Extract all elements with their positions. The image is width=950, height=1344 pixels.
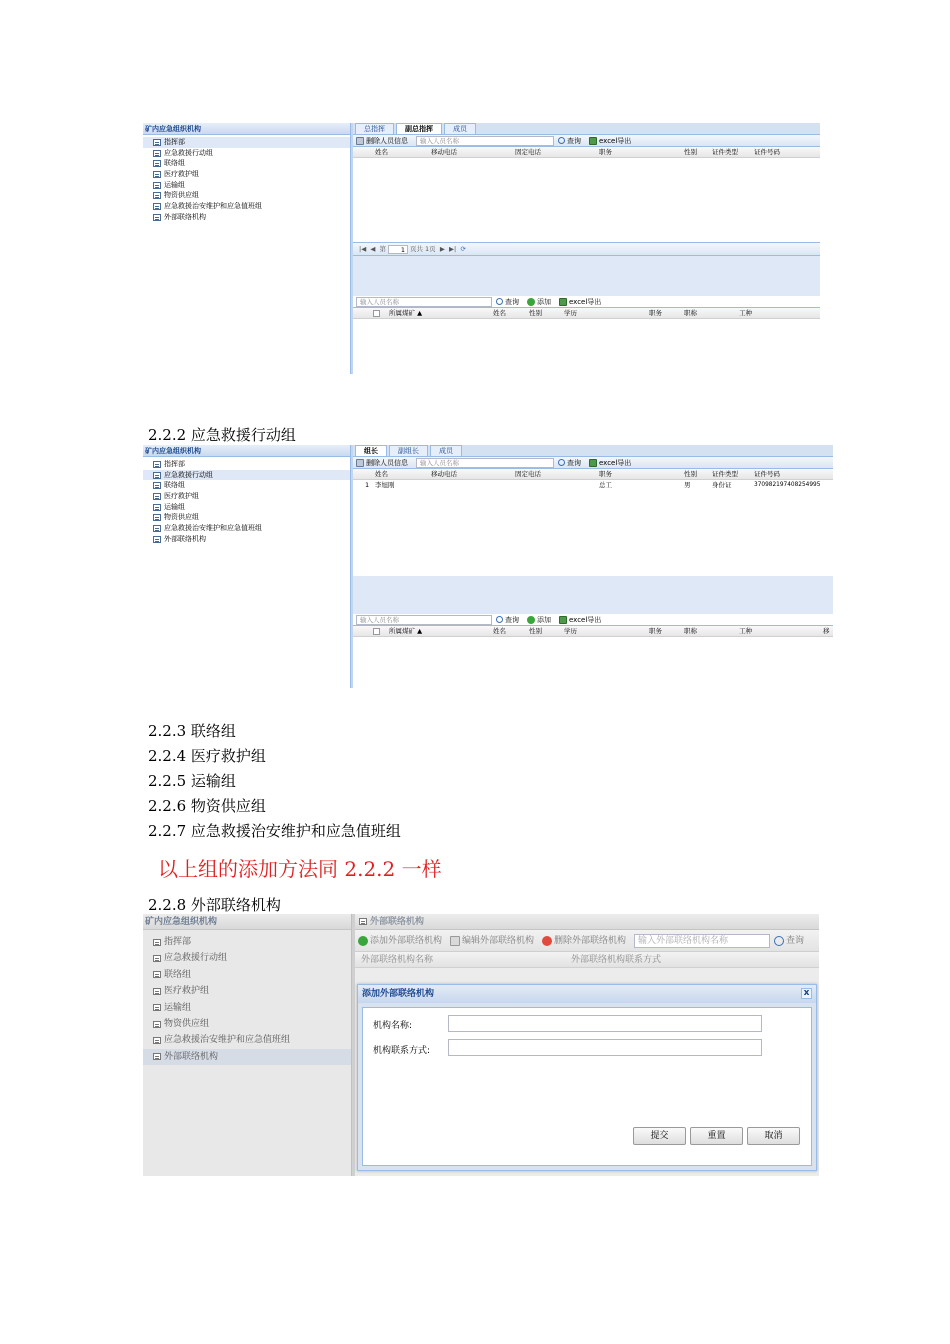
col-position[interactable]: 职务 xyxy=(599,470,612,478)
query-button[interactable]: 查询 xyxy=(558,457,581,469)
cell-gender: 男 xyxy=(684,481,691,489)
lower-search-input[interactable]: 输入人员名称 xyxy=(356,297,492,307)
col-job[interactable]: 工种 xyxy=(739,627,752,635)
refresh-icon[interactable]: ⟳ xyxy=(460,245,466,253)
tree-item-liaison[interactable]: 联络组 xyxy=(143,158,353,169)
delete-person-button[interactable]: 删除人员信息 xyxy=(356,457,408,469)
tree-title: 矿内应急组织机构 xyxy=(143,445,353,457)
col-job[interactable]: 工种 xyxy=(739,309,752,317)
select-all-checkbox[interactable] xyxy=(373,310,380,317)
members-pane xyxy=(353,123,820,374)
col-position[interactable]: 职务 xyxy=(649,309,662,317)
last-page-icon[interactable]: ▶| xyxy=(448,245,457,253)
col-name[interactable]: 姓名 xyxy=(493,309,506,317)
tree-leaf-icon xyxy=(153,482,161,489)
lower-query-button[interactable]: 查询 xyxy=(496,614,519,626)
delete-external-button[interactable]: 删除外部联络机构 xyxy=(542,930,626,952)
tree-item-medical[interactable]: 医疗救护组 xyxy=(143,169,353,180)
col-mine[interactable]: 所属煤矿 ▲ xyxy=(389,309,423,317)
close-icon[interactable]: x xyxy=(801,988,812,999)
col-mine[interactable]: 所属煤矿 ▲ xyxy=(389,627,423,635)
tree-leaf-icon xyxy=(153,504,161,511)
col-name[interactable]: 姓名 xyxy=(375,148,388,156)
tree-leaf-icon xyxy=(153,536,161,543)
row-index: 1 xyxy=(365,481,370,489)
tree-item-liaison[interactable]: 联络组 xyxy=(143,480,353,491)
col-external-contact[interactable]: 外部联络机构联系方式 xyxy=(571,955,662,965)
col-phone[interactable]: 固定电话 xyxy=(515,148,541,156)
tree-list xyxy=(143,930,353,1065)
query-button[interactable]: 查询 xyxy=(558,135,581,147)
delete-icon xyxy=(356,137,364,145)
delete-person-button[interactable]: 删除人员信息 xyxy=(356,135,408,147)
tree-leaf-icon xyxy=(153,139,161,146)
cell-id-number: 370982197408254995 xyxy=(754,482,821,488)
add-external-dialog xyxy=(357,984,817,1171)
external-grid-header xyxy=(355,952,819,968)
tree-leaf-icon xyxy=(153,525,161,532)
tree-item-transport[interactable]: 运输组 xyxy=(143,1000,353,1016)
col-gender[interactable]: 性别 xyxy=(684,470,697,478)
lower-grid-header xyxy=(353,308,820,319)
search-icon xyxy=(496,298,503,305)
dialog-body xyxy=(362,1007,812,1166)
grid-header xyxy=(353,469,833,480)
tree-item-command[interactable]: 指挥部 xyxy=(143,137,353,148)
tree-item-medical[interactable]: 医疗救护组 xyxy=(143,491,353,502)
submit-button[interactable]: 提交 xyxy=(633,1127,686,1145)
tree-item-transport[interactable]: 运输组 xyxy=(143,180,353,191)
note-same-method: 以上组的添加方法同 2.2.2 一样 xyxy=(158,857,442,881)
tree-leaf-icon xyxy=(153,971,161,978)
tree-item-medical[interactable]: 医疗救护组 xyxy=(143,983,353,999)
search-icon xyxy=(496,616,503,623)
lower-grid-header xyxy=(353,626,833,637)
search-input[interactable]: 输入人员名称 xyxy=(416,136,554,146)
org-contact-field[interactable] xyxy=(448,1039,762,1056)
edit-icon xyxy=(450,936,460,946)
tab-deputy-leader[interactable]: 副组长 xyxy=(389,445,428,456)
excel-icon xyxy=(559,298,567,306)
search-icon xyxy=(558,459,565,466)
grid-toolbar xyxy=(353,135,820,147)
org-tree-panel xyxy=(143,123,353,374)
tree-item-supply[interactable]: 物资供应组 xyxy=(143,1016,353,1032)
col-truncated[interactable]: 移 xyxy=(823,627,830,635)
tab-deputy-commander[interactable]: 副总指挥 xyxy=(396,123,442,134)
tree-leaf-icon xyxy=(153,1004,161,1011)
heading-2-2-4: 2.2.4 医疗救护组 xyxy=(148,747,266,765)
tab-members[interactable]: 成员 xyxy=(430,445,462,456)
tree-leaf-icon xyxy=(153,203,161,210)
table-row[interactable] xyxy=(353,480,833,490)
lower-add-button[interactable]: 添加 xyxy=(527,614,551,626)
tree-item-command[interactable]: 指挥部 xyxy=(143,459,353,470)
heading-2-2-7: 2.2.7 应急救援治安维护和应急值班组 xyxy=(148,822,401,840)
panel-title: 外部联络机构 xyxy=(355,914,819,930)
grid-body xyxy=(353,490,833,576)
grid-body xyxy=(353,158,820,242)
col-name[interactable]: 姓名 xyxy=(493,627,506,635)
tree-leaf-icon xyxy=(153,939,161,946)
cell-name: 李旭刚 xyxy=(375,481,395,489)
tree-leaf-icon xyxy=(153,1021,161,1028)
page-number-input[interactable]: 1 xyxy=(388,245,408,254)
col-gender[interactable]: 性别 xyxy=(684,148,697,156)
org-name-label: 机构名称: xyxy=(373,1021,413,1031)
tree-item-command[interactable]: 指挥部 xyxy=(143,934,353,950)
col-mobile[interactable]: 移动电话 xyxy=(431,148,457,156)
tree-leaf-icon xyxy=(153,493,161,500)
col-gender[interactable]: 性别 xyxy=(529,309,542,317)
prev-page-icon[interactable]: ◀ xyxy=(370,245,376,253)
col-external-name[interactable]: 外部联络机构名称 xyxy=(361,955,434,965)
tree-item-transport[interactable]: 运输组 xyxy=(143,502,353,513)
lower-query-button[interactable]: 查询 xyxy=(496,296,519,308)
tree-item-rescue-action[interactable]: 应急救援行动组 xyxy=(143,470,353,481)
lower-export-button[interactable]: excel导出 xyxy=(559,614,601,626)
tree-leaf-icon xyxy=(153,955,161,962)
tree-list xyxy=(143,135,353,223)
tree-leaf-icon xyxy=(153,988,161,995)
excel-export-button[interactable]: excel导出 xyxy=(589,135,631,147)
search-icon xyxy=(558,137,565,144)
org-tree-panel xyxy=(143,445,353,688)
tree-leaf-icon xyxy=(153,150,161,157)
reset-button[interactable]: 重置 xyxy=(690,1127,743,1145)
external-search-input[interactable]: 输入外部联络机构名称 xyxy=(634,934,770,948)
lower-export-button[interactable]: excel导出 xyxy=(559,296,601,308)
tree-item-external[interactable]: 外部联络机构 xyxy=(143,534,353,545)
add-external-button[interactable]: 添加外部联络机构 xyxy=(358,930,442,952)
heading-2-2-3: 2.2.3 联络组 xyxy=(148,722,236,740)
tree-title: 矿内应急组织机构 xyxy=(143,914,353,930)
col-id-number[interactable]: 证件号码 xyxy=(754,470,780,478)
col-id-type[interactable]: 证件类型 xyxy=(712,470,738,478)
org-tree-panel xyxy=(143,914,353,1176)
panel-icon xyxy=(359,918,367,925)
col-phone[interactable]: 固定电话 xyxy=(515,470,541,478)
tree-item-external[interactable]: 外部联络机构 xyxy=(143,1049,353,1065)
tree-leaf-icon xyxy=(153,514,161,521)
tree-leaf-icon xyxy=(153,214,161,221)
next-page-icon[interactable]: ▶ xyxy=(439,245,445,253)
tree-leaf-icon xyxy=(153,461,161,468)
heading-2-2-6: 2.2.6 物资供应组 xyxy=(148,797,266,815)
heading-2-2-8: 2.2.8 外部联络机构 xyxy=(148,896,281,914)
tree-leaf-icon xyxy=(153,160,161,167)
pager-bar xyxy=(353,242,820,256)
edit-external-button[interactable]: 编辑外部联络机构 xyxy=(450,930,534,952)
heading-2-2-5: 2.2.5 运输组 xyxy=(148,772,236,790)
select-all-checkbox[interactable] xyxy=(373,628,380,635)
tree-item-security-duty[interactable]: 应急救援治安维护和应急值班组 xyxy=(143,1032,353,1048)
tree-item-rescue-action[interactable]: 应急救援行动组 xyxy=(143,148,353,159)
tree-leaf-icon xyxy=(153,192,161,199)
lower-search-input[interactable]: 输入人员名称 xyxy=(356,615,492,625)
col-title[interactable]: 职称 xyxy=(684,627,697,635)
split-gap xyxy=(353,576,833,614)
tab-commander[interactable]: 总指挥 xyxy=(355,123,394,134)
heading-2-2-2: 2.2.2 应急救援行动组 xyxy=(148,426,296,444)
delete-icon xyxy=(542,936,552,946)
tab-strip xyxy=(353,123,820,135)
tree-item-security-duty[interactable]: 应急救援治安维护和应急值班组 xyxy=(143,523,353,534)
col-education[interactable]: 学历 xyxy=(564,627,577,635)
add-icon xyxy=(527,616,535,624)
tree-leaf-icon xyxy=(153,1053,161,1060)
col-position[interactable]: 职务 xyxy=(649,627,662,635)
tree-item-supply[interactable]: 物资供应组 xyxy=(143,512,353,523)
delete-icon xyxy=(356,459,364,467)
tree-title: 矿内应急组织机构 xyxy=(143,123,353,135)
tree-leaf-icon xyxy=(153,1037,161,1044)
tree-item-supply[interactable]: 物资供应组 xyxy=(143,190,353,201)
grid-header xyxy=(353,147,820,158)
col-education[interactable]: 学历 xyxy=(564,309,577,317)
cell-position: 总工 xyxy=(599,481,612,489)
first-page-icon[interactable]: |◀ xyxy=(359,245,367,253)
org-name-field[interactable] xyxy=(448,1015,762,1032)
query-button[interactable]: 查询 xyxy=(774,930,804,952)
members-pane xyxy=(353,445,833,688)
lower-toolbar xyxy=(353,614,833,626)
tree-item-external[interactable]: 外部联络机构 xyxy=(143,212,353,223)
org-contact-label: 机构联系方式: xyxy=(373,1046,431,1056)
screenshot-command-center xyxy=(143,123,820,374)
split-gap xyxy=(353,256,820,296)
excel-icon xyxy=(589,459,597,467)
tab-strip xyxy=(353,445,833,457)
cell-id-type: 身份证 xyxy=(712,481,732,489)
tree-item-security-duty[interactable]: 应急救援治安维护和应急值班组 xyxy=(143,201,353,212)
add-icon xyxy=(358,936,368,946)
tree-item-rescue-action[interactable]: 应急救援行动组 xyxy=(143,950,353,966)
page-label: 第 xyxy=(379,245,386,253)
excel-icon xyxy=(589,137,597,145)
col-id-type[interactable]: 证件类型 xyxy=(712,148,738,156)
tree-leaf-icon xyxy=(153,171,161,178)
tree-leaf-icon xyxy=(153,472,161,479)
col-mobile[interactable]: 移动电话 xyxy=(431,470,457,478)
cancel-button[interactable]: 取消 xyxy=(747,1127,800,1145)
add-icon xyxy=(527,298,535,306)
excel-export-button[interactable]: excel导出 xyxy=(589,457,631,469)
col-gender[interactable]: 性别 xyxy=(529,627,542,635)
col-name[interactable]: 姓名 xyxy=(375,470,388,478)
search-input[interactable]: 输入人员名称 xyxy=(416,458,554,468)
search-icon xyxy=(774,936,784,946)
tree-leaf-icon xyxy=(153,182,161,189)
tree-item-liaison[interactable]: 联络组 xyxy=(143,967,353,983)
lower-add-button[interactable]: 添加 xyxy=(527,296,551,308)
col-position[interactable]: 职务 xyxy=(599,148,612,156)
screenshot-rescue-action xyxy=(143,445,833,688)
tab-leader[interactable]: 组长 xyxy=(355,445,387,456)
page-total: 页共 1页 xyxy=(409,245,436,253)
col-title[interactable]: 职称 xyxy=(684,309,697,317)
external-pane xyxy=(355,914,819,1176)
excel-icon xyxy=(559,616,567,624)
grid-toolbar xyxy=(353,457,833,469)
tab-members[interactable]: 成员 xyxy=(444,123,476,134)
dialog-title: 添加外部联络机构 x xyxy=(358,985,816,1003)
external-toolbar xyxy=(355,930,819,952)
lower-toolbar xyxy=(353,296,820,308)
col-id-number[interactable]: 证件号码 xyxy=(754,148,780,156)
tree-list xyxy=(143,457,353,545)
screenshot-external-liaison xyxy=(143,914,819,1176)
